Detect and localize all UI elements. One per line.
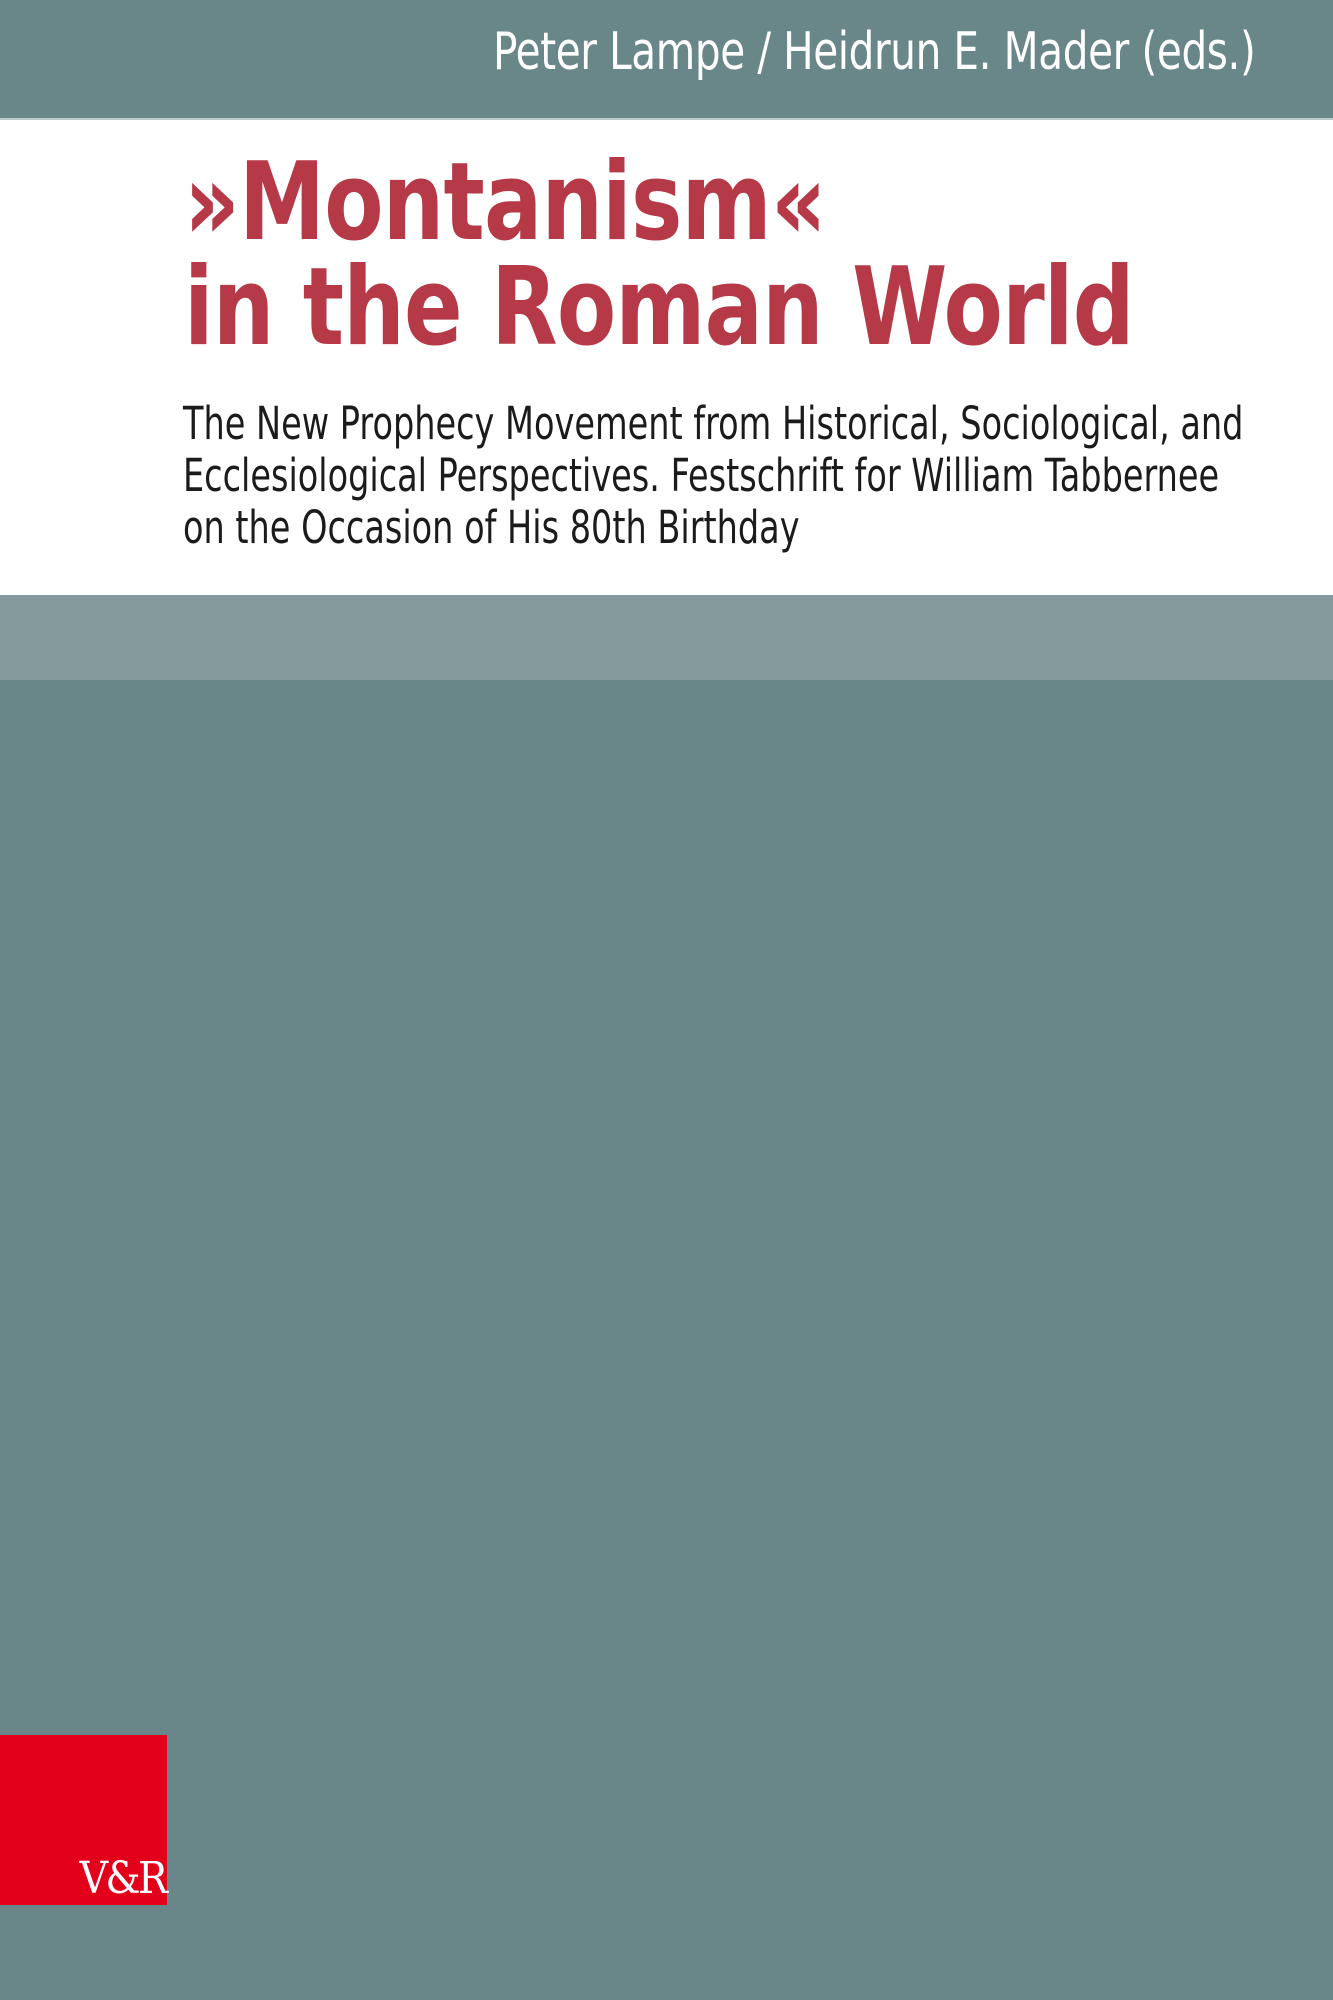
publisher-logo-text: V&R bbox=[79, 1853, 165, 1904]
publisher-logo bbox=[0, 1735, 167, 1905]
book-subtitle bbox=[183, 398, 1243, 554]
book-title bbox=[184, 140, 1134, 370]
subtitle-line-1: The New Prophecy Movement from Historical, Sociological, and bbox=[183, 397, 1244, 450]
title-line-1: »Montanism« bbox=[184, 140, 826, 265]
editors-line: Peter Lampe / Heidrun E. Mader (eds.) bbox=[492, 22, 1255, 82]
subtitle-line-2: Ecclesiological Perspectives. Festschrift for William Tabbernee bbox=[183, 449, 1220, 502]
accent-stripe bbox=[0, 595, 1333, 680]
author-band bbox=[0, 0, 1333, 118]
cover-background bbox=[0, 680, 1333, 2000]
title-line-2: in the Roman World bbox=[184, 245, 1134, 370]
subtitle-line-3: on the Occasion of His 80th Birthday bbox=[183, 501, 800, 554]
